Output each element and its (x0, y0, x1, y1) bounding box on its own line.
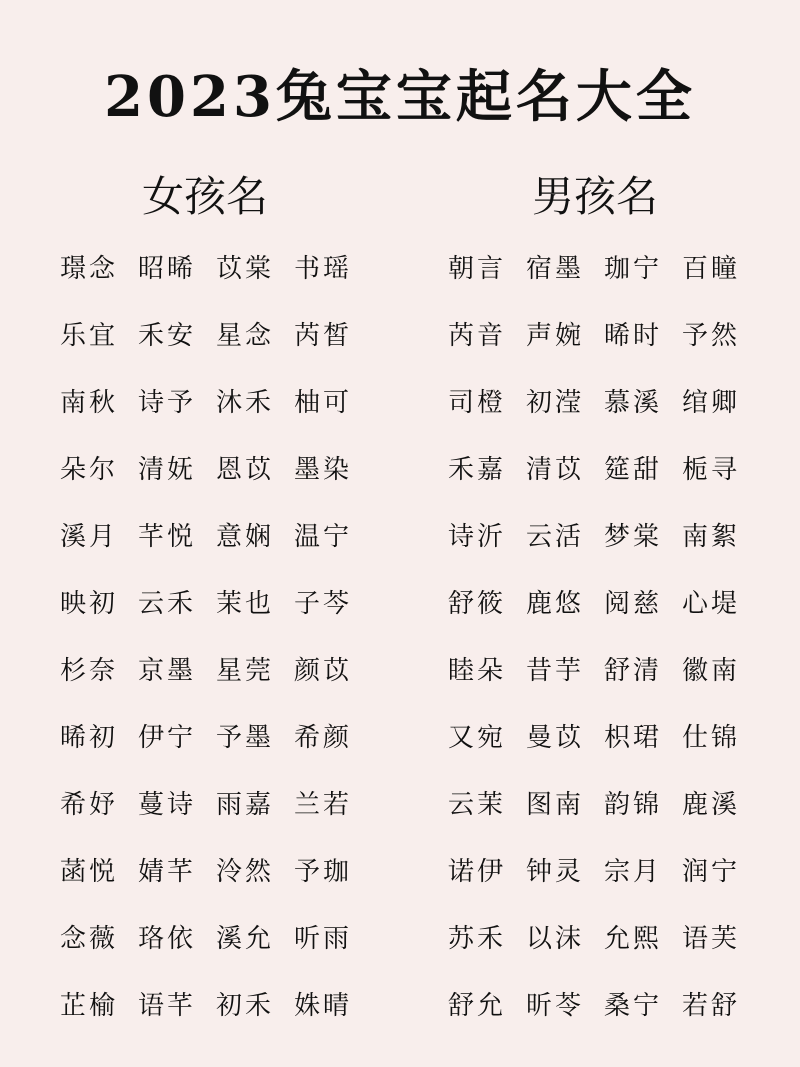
boy-name: 以沫 (526, 924, 585, 954)
girl-name: 菡悦 (60, 857, 119, 887)
boy-name: 苏禾 (448, 924, 507, 954)
girl-name: 乐宜 (60, 321, 119, 351)
boy-name: 绾卿 (682, 388, 741, 418)
boy-name: 昔芋 (526, 656, 585, 686)
boy-name: 舒允 (448, 991, 507, 1021)
girl-name: 颜苡 (294, 656, 353, 686)
girl-name: 芊悦 (138, 522, 197, 552)
girl-name: 晞初 (60, 723, 119, 753)
boy-name: 仕锦 (682, 723, 741, 753)
girl-name: 兰若 (294, 790, 353, 820)
boy-name: 徽南 (682, 656, 741, 686)
girls-name-list (60, 242, 400, 1046)
boy-name: 枳珺 (604, 723, 663, 753)
boy-name: 钟灵 (526, 857, 585, 887)
boy-name: 韵锦 (604, 790, 663, 820)
girl-name: 溪月 (60, 522, 119, 552)
boy-name: 舒筱 (448, 589, 507, 619)
girl-name: 京墨 (138, 656, 197, 686)
girl-name: 予珈 (294, 857, 353, 887)
girl-name: 希颜 (294, 723, 353, 753)
boys-heading: 男孩名 (531, 172, 658, 221)
boy-name: 芮音 (448, 321, 507, 351)
girl-name: 云禾 (138, 589, 197, 619)
boy-name: 允熙 (604, 924, 663, 954)
boy-name: 声婉 (526, 321, 585, 351)
boy-name: 舒清 (604, 656, 663, 686)
girl-name: 墨染 (294, 455, 353, 485)
girl-name: 柚可 (294, 388, 353, 418)
girl-name: 星莞 (216, 656, 275, 686)
girl-name: 予墨 (216, 723, 275, 753)
boy-name: 昕苓 (526, 991, 585, 1021)
boy-name: 图南 (526, 790, 585, 820)
boy-name: 鹿悠 (526, 589, 585, 619)
boy-name: 心堤 (682, 589, 741, 619)
girl-name: 蔓诗 (138, 790, 197, 820)
girl-name: 姝晴 (294, 991, 353, 1021)
boy-name: 筵甜 (604, 455, 663, 485)
boy-name: 禾嘉 (448, 455, 507, 485)
boy-name: 朝言 (448, 254, 507, 284)
girl-name: 溪允 (216, 924, 275, 954)
boy-name: 百瞳 (682, 254, 741, 284)
girl-name: 恩苡 (216, 455, 275, 485)
girl-name: 希妤 (60, 790, 119, 820)
boy-name: 栀寻 (682, 455, 741, 485)
boy-name: 诗沂 (448, 522, 507, 552)
girl-name: 伊宁 (138, 723, 197, 753)
girl-name: 杉奈 (60, 656, 119, 686)
boy-name: 桑宁 (604, 991, 663, 1021)
boy-name: 珈宁 (604, 254, 663, 284)
boy-name: 司橙 (448, 388, 507, 418)
girl-name: 意娴 (216, 522, 275, 552)
girl-name: 泠然 (216, 857, 275, 887)
girl-name: 雨嘉 (216, 790, 275, 820)
girl-name: 昭晞 (138, 254, 197, 284)
boy-name: 润宁 (682, 857, 741, 887)
girl-name: 子芩 (294, 589, 353, 619)
girl-name: 温宁 (294, 522, 353, 552)
girl-name: 茉也 (216, 589, 275, 619)
boy-name: 诺伊 (448, 857, 507, 887)
girl-name: 芮皙 (294, 321, 353, 351)
girl-name: 书瑶 (294, 254, 353, 284)
girl-name: 星念 (216, 321, 275, 351)
girl-name: 朵尔 (60, 455, 119, 485)
boy-name: 云活 (526, 522, 585, 552)
girl-name: 诗予 (138, 388, 197, 418)
girl-name: 禾安 (138, 321, 197, 351)
girl-name: 南秋 (60, 388, 119, 418)
boy-name: 晞时 (604, 321, 663, 351)
boy-name: 若舒 (682, 991, 741, 1021)
girl-name: 沐禾 (216, 388, 275, 418)
boys-name-list (448, 242, 788, 1046)
girl-name: 苡棠 (216, 254, 275, 284)
boy-name: 又宛 (448, 723, 507, 753)
boy-name: 清苡 (526, 455, 585, 485)
boy-name: 鹿溪 (682, 790, 741, 820)
boy-name: 阅慈 (604, 589, 663, 619)
boy-name: 南絮 (682, 522, 741, 552)
boy-name: 慕溪 (604, 388, 663, 418)
girl-name: 婧芊 (138, 857, 197, 887)
boy-name: 云茉 (448, 790, 507, 820)
boy-name: 初滢 (526, 388, 585, 418)
boy-name: 曼苡 (526, 723, 585, 753)
boy-name: 宿墨 (526, 254, 585, 284)
girl-name: 清妩 (138, 455, 197, 485)
boy-name: 予然 (682, 321, 741, 351)
boy-name: 宗月 (604, 857, 663, 887)
boy-name: 梦棠 (604, 522, 663, 552)
girl-name: 听雨 (294, 924, 353, 954)
boy-name: 语芙 (682, 924, 741, 954)
girl-name: 珞依 (138, 924, 197, 954)
girl-name: 语芊 (138, 991, 197, 1021)
page-title: 2023兔宝宝起名大全 (104, 64, 696, 130)
girl-name: 璟念 (60, 254, 119, 284)
boy-name: 睦朵 (448, 656, 507, 686)
girl-name: 念薇 (60, 924, 119, 954)
girls-heading: 女孩名 (141, 172, 268, 221)
girl-name: 映初 (60, 589, 119, 619)
girl-name: 芷榆 (60, 991, 119, 1021)
girl-name: 初禾 (216, 991, 275, 1021)
